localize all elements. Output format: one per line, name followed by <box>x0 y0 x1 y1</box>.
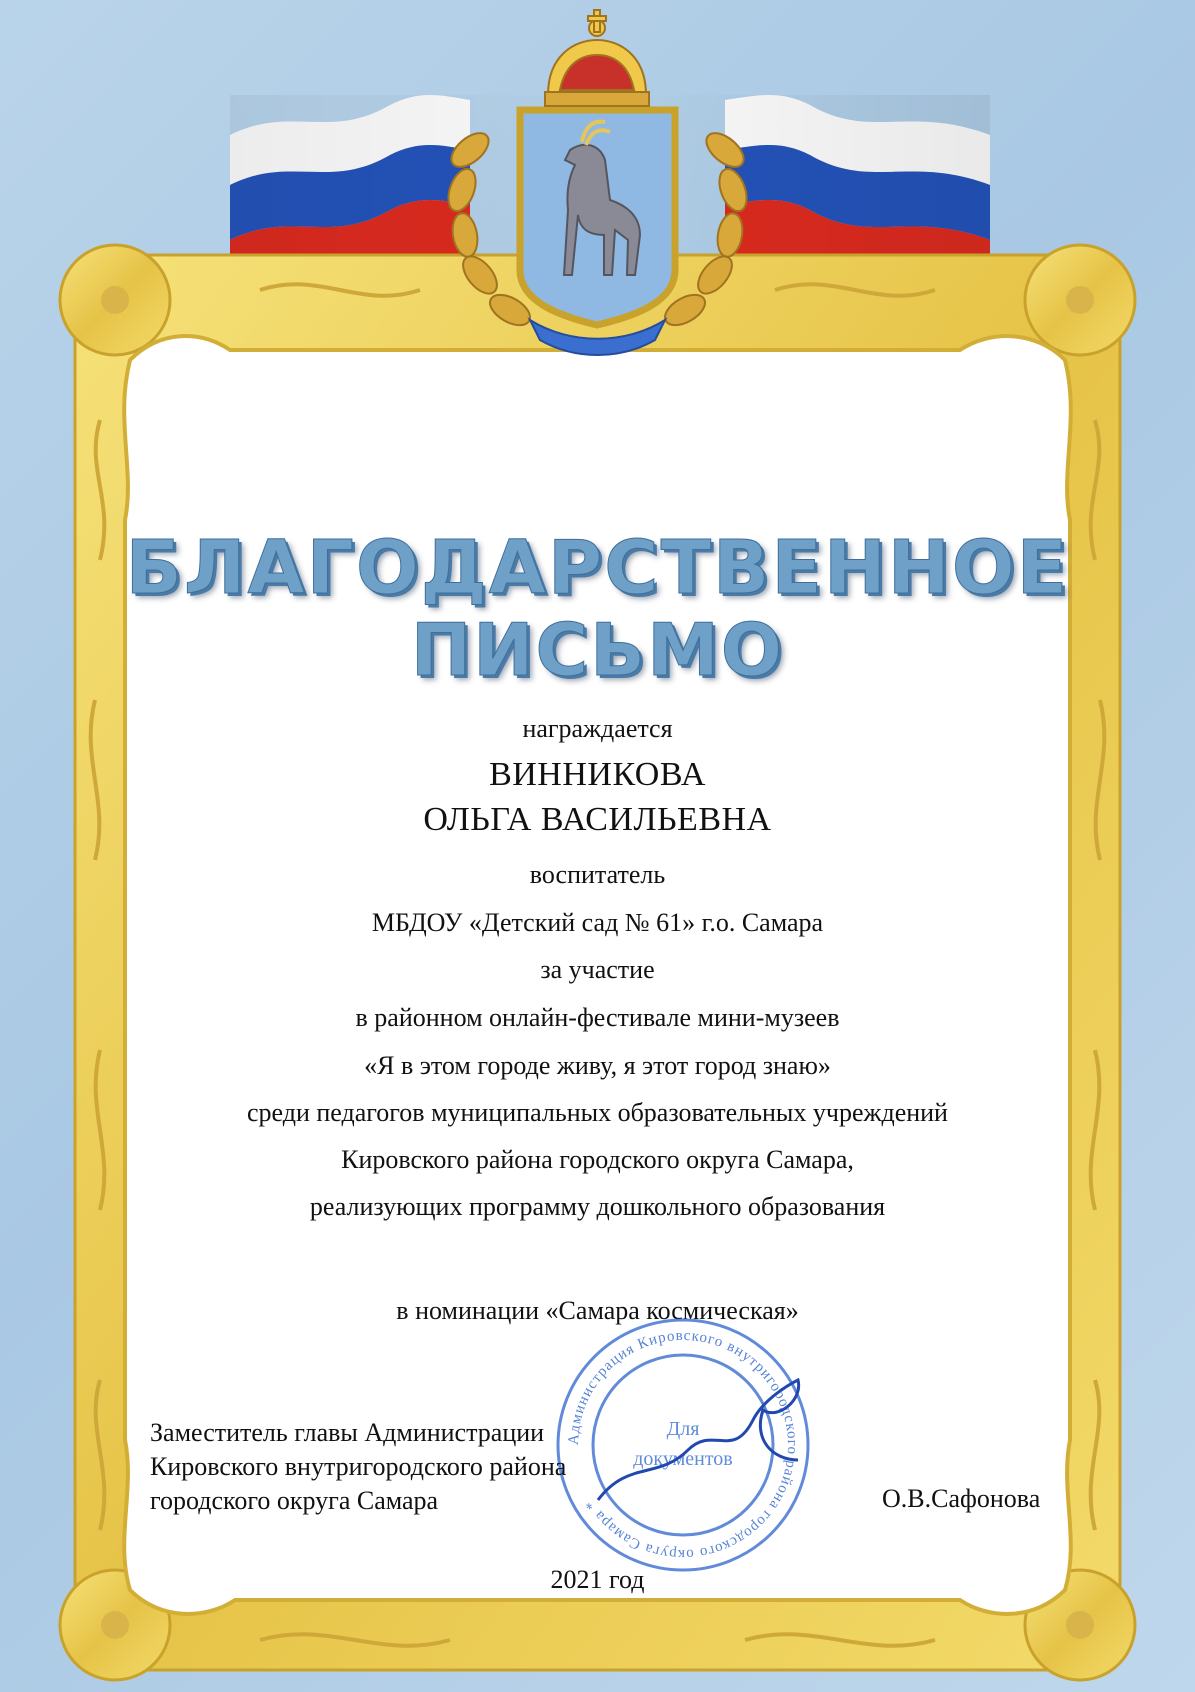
participation-label: за участие <box>540 955 655 984</box>
nomination-line: в номинации «Самара космическая» <box>396 1296 799 1325</box>
svg-text:Для: Для <box>666 1418 700 1440</box>
signatory-title-line2: Кировского внутригородского района <box>150 1452 567 1481</box>
recipient-position: воспитатель <box>529 860 666 889</box>
letter-title-line1: БЛАГОДАРСТВЕННОЕ <box>125 525 1070 611</box>
awarded-label: награждается <box>522 714 673 743</box>
official-stamp <box>548 1310 818 1580</box>
signatory-title-line1: Заместитель главы Администрации <box>150 1418 545 1447</box>
svg-text:Администрация Кировского внутр: Администрация Кировского внутригородского района городского округа Самара * <box>565 1327 801 1563</box>
event-name: «Я в этом городе живу, я этот город знаю» <box>364 1051 831 1080</box>
program-line: реализующих программу дошкольного образования <box>309 1192 886 1221</box>
recipient-given-names: ОЛЬГА ВАСИЛЬЕВНА <box>423 801 772 838</box>
letter-title-line2: ПИСЬМО <box>410 608 785 692</box>
coat-of-arms-emblem <box>0 0 1195 400</box>
district-line: Кировского района городского округа Самара, <box>341 1145 854 1174</box>
signatory-title-line3: городского округа Самара <box>150 1486 439 1515</box>
document-year: 2021 год <box>550 1565 645 1594</box>
signatory-name: О.В.Сафонова <box>882 1484 1041 1513</box>
signature-scribble <box>598 1380 799 1500</box>
event-description: в районном онлайн-фестивале мини-музеев <box>355 1003 840 1032</box>
recipient-organization: МБДОУ «Детский сад № 61» г.о. Самара <box>371 908 824 937</box>
svg-text:документов: документов <box>633 1448 733 1470</box>
recipient-surname: ВИННИКОВА <box>489 756 706 793</box>
participants-group: среди педагогов муниципальных образовательных учреждений <box>247 1098 948 1127</box>
